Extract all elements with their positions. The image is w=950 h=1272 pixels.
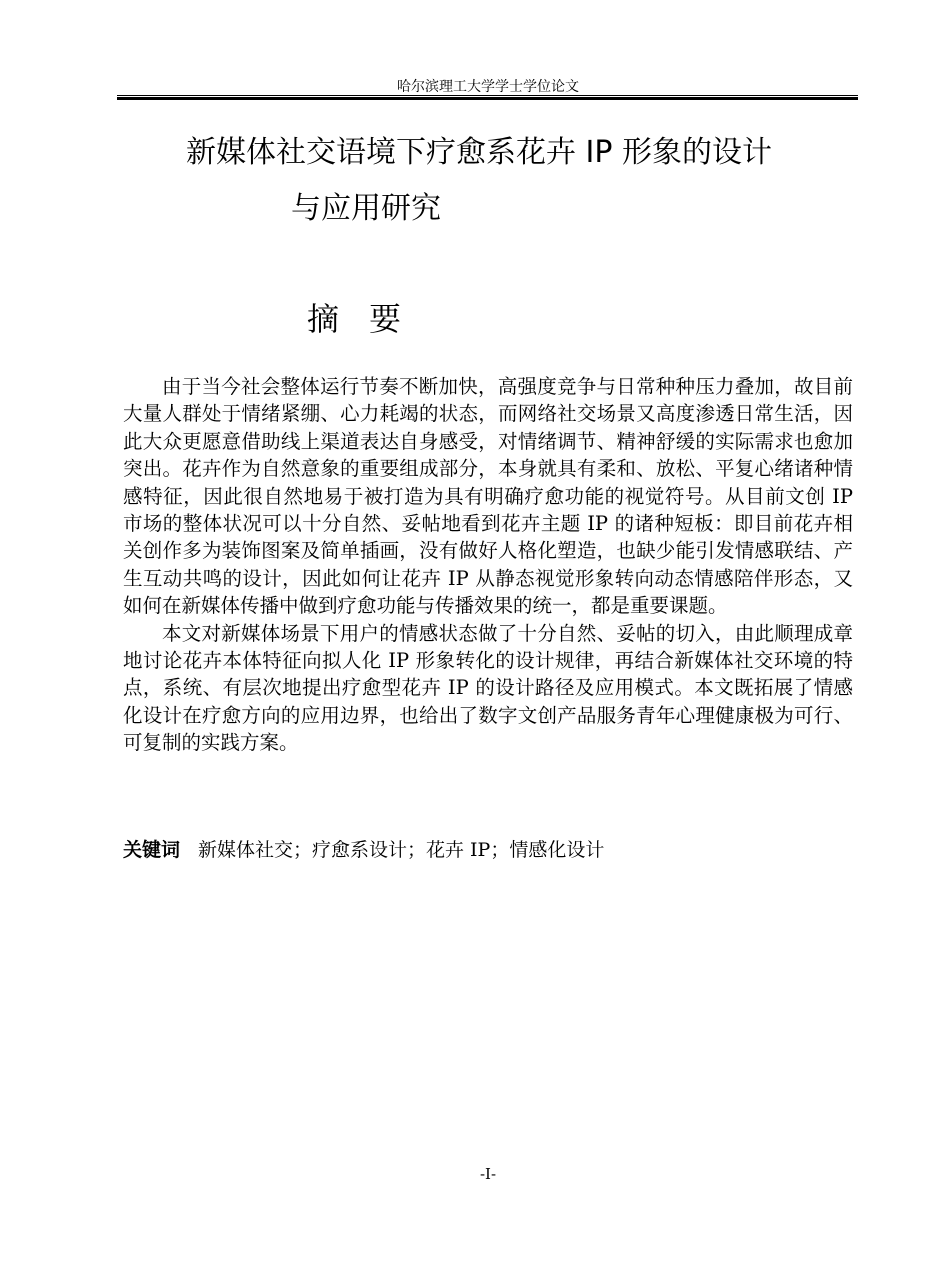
abstract-heading: 摘要 [307, 300, 432, 338]
header-rule-thick [117, 97, 858, 100]
running-header: 哈尔滨理工大学学士学位论文 [397, 79, 579, 95]
header-rule-thin [117, 95, 858, 96]
thesis-title-line-2: 与应用研究 [291, 191, 441, 226]
page-number: -I- [479, 1165, 497, 1183]
abstract-body [123, 373, 853, 757]
abstract-paragraph-2: 本文对新媒体场景下用户的情感状态做了十分自然、妥帖的切入，由此顺理成章地讨论花卉本体特征向拟人化 IP 形象转化的设计规律，再结合新媒体社交环境的特点，系统、有层次地提出疗愈型花卉 IP 的设计路径及应用模式。本文既拓展了情感化设计在疗愈方向的应用边界，也给出了数字文创产品服务青年心理健康极为可行、可复制的实践方案。 [123, 621, 853, 755]
keywords-label: 关键词 [123, 839, 181, 861]
abstract-paragraph-1: 由于当今社会整体运行节奏不断加快，高强度竞争与日常种种压力叠加，故目前大量人群处于情绪紧绷、心力耗竭的状态，而网络社交场景又高度渗透日常生活，因此大众更愿意借助线上渠道表达自身感受，对情绪调节、精神舒缓的实际需求也愈加突出。花卉作为自然意象的重要组成部分，本身就具有柔和、放松、平复心绪诸种情感特征，因此很自然地易于被打造为具有明确疗愈功能的视觉符号。从目前文创 IP 市场的整体状况可以十分自然、妥帖地看到花卉主题 IP 的诸种短板：即目前花卉相关创作多为装饰图案及简单插画，没有做好人格化塑造，也缺少能引发情感联结、产生互动共鸣的设计，因此如何让花卉 IP 从静态视觉形象转向动态情感陪伴形态，又如何在新媒体传播中做到疗愈功能与传播效果的统一，都是重要课题。 [123, 375, 853, 618]
thesis-title-line-1: 新媒体社交语境下疗愈系花卉 IP 形象的设计 [186, 135, 773, 170]
keywords-line [123, 836, 604, 864]
keywords-value: 新媒体社交；疗愈系设计；花卉 IP；情感化设计 [198, 839, 605, 861]
